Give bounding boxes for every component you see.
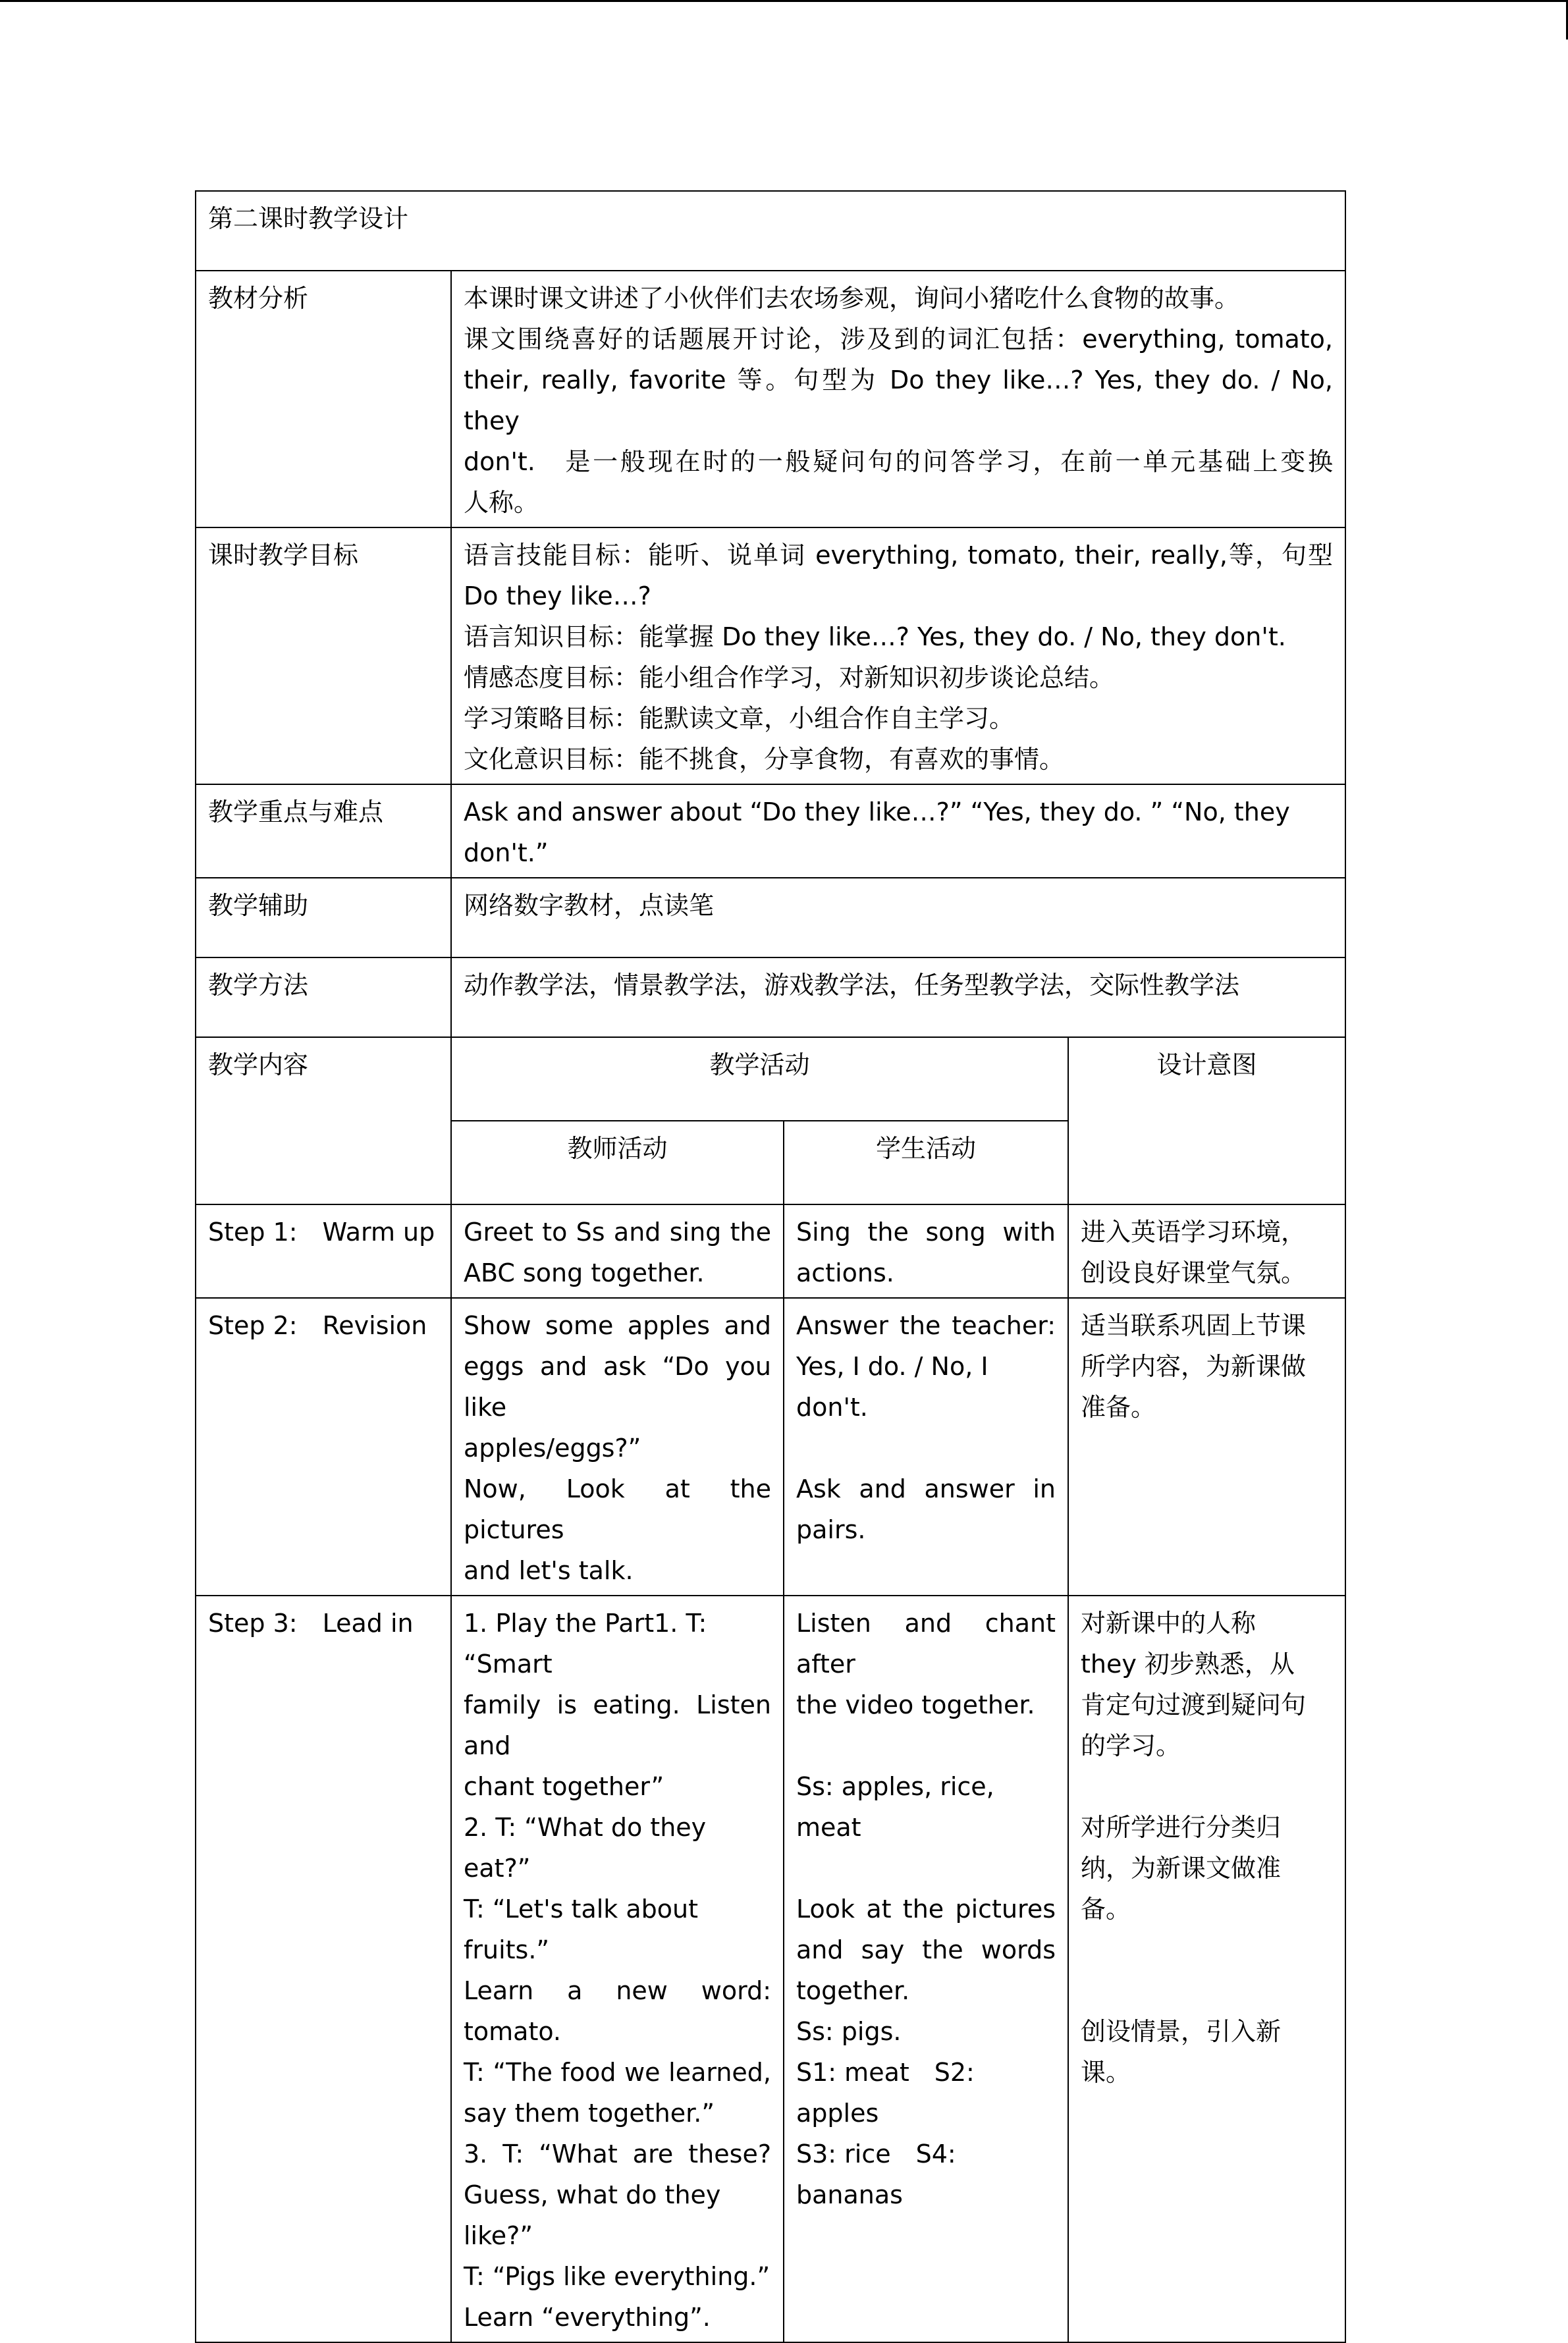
teacher-line: Now, Look at the pictures [464,1474,771,1544]
intent-line: 备。 [1081,1895,1131,1924]
student-line: S1: meat S2: apples [796,2058,975,2128]
teacher-line: Greet to Ss and sing the [464,1218,771,1247]
aids-label: 教学辅助 [196,878,451,957]
teacher-line: 3. T: “What are these? [464,2140,771,2168]
student-line: and say the words [796,1935,1056,1964]
teacher-line: T: “Let's talk about fruits.” [464,1895,699,1964]
teacher-line: family is eating. Listen and [464,1690,771,1760]
intent-line: 肯定句过渡到疑问句 [1081,1690,1307,1719]
student-line: pairs. [796,1515,866,1544]
teacher-line: Learn “everything”. [464,2303,711,2332]
teacher-activity-header: 教师活动 [451,1121,784,1204]
teacher-line: Guess, what do they like?” [464,2180,721,2250]
teacher-activity [451,1596,784,2342]
student-line: Ss: apples, rice, meat [796,1772,994,1842]
content-label: 教学内容 [196,1037,451,1204]
teacher-line: say them together.” [464,2099,715,2128]
objective-line: 语言技能目标：能听、说单词 everything, tomato, their, really,等，句型 [464,541,1334,570]
student-activity [784,1298,1068,1596]
teacher-line: Learn a new word: [464,1976,771,2005]
methods-label: 教学方法 [196,957,451,1037]
teacher-line: Show some apples and [464,1311,771,1340]
aids-content: 网络数字教材，点读笔 [451,878,1345,957]
step-row-revision [196,1298,1345,1596]
analysis-content [451,271,1345,527]
lesson-title: 第二课时教学设计 [196,191,1345,271]
student-line: Listen and chant after [796,1609,1056,1679]
teacher-line: ABC song together. [464,1258,705,1287]
student-activity [784,1204,1068,1298]
objective-line: 文化意识目标：能不挑食，分享食物，有喜欢的事情。 [464,745,1065,774]
analysis-line: 课文围绕喜好的话题展开讨论，涉及到的词汇包括：everything, tomato, [464,325,1334,354]
student-line: Ss: pigs. [796,2017,902,2046]
objectives-label: 课时教学目标 [196,527,451,784]
content-header-row [196,1037,1345,1121]
teacher-line: T: “The food we learned, [464,2058,771,2087]
teacher-line: tomato. [464,2017,562,2046]
teacher-line: and let's talk. [464,1556,634,1585]
key-points-row [196,784,1345,878]
intent-line: 课。 [1081,2058,1131,2087]
intent-line: 所学内容，为新课做 [1081,1352,1307,1381]
key-points-content: Ask and answer about “Do they like…?” “Yes, they do. ” “No, they don't.” [451,784,1345,878]
analysis-row [196,271,1345,527]
activities-header: 教学活动 [451,1037,1068,1121]
teacher-line: eggs and ask “Do you like [464,1352,771,1422]
intent-line: 的学习。 [1081,1731,1181,1760]
student-line: Answer the teacher: [796,1311,1056,1340]
step-label: Step 1: Warm up [196,1204,451,1298]
intent-line: they 初步熟悉，从 [1081,1650,1295,1679]
teacher-line: T: “Pigs like everything.” [464,2262,770,2291]
student-activity [784,1596,1068,2342]
intent-line: 纳，为新课文做准 [1081,1854,1282,1883]
intent-line: 适当联系巩固上节课 [1081,1311,1307,1340]
student-line: Look at the pictures [796,1895,1056,1924]
page-top-border [0,0,1568,2]
teacher-line: apples/eggs?” [464,1434,641,1463]
student-line: Ask and answer in [796,1474,1056,1503]
teacher-activity [451,1298,784,1596]
objective-line: 情感态度目标：能小组合作学习，对新知识初步谈论总结。 [464,663,1115,692]
student-activity-header: 学生活动 [784,1121,1068,1204]
student-line-blank [796,1428,1056,1468]
student-line: the video together. [796,1690,1035,1719]
design-intent [1068,1596,1345,2342]
intent-line: 对所学进行分类归 [1081,1813,1282,1842]
objective-line: 语言知识目标：能掌握 Do they like…? Yes, they do. / No, they don't. [464,622,1286,651]
analysis-line: 人称。 [464,488,539,517]
step-label: Step 3: Lead in [196,1596,451,2342]
objectives-content [451,527,1345,784]
objective-line: 学习策略目标：能默读文章，小组合作自主学习。 [464,704,1015,733]
student-line-blank [796,1725,1056,1766]
student-line: S3: rice S4: bananas [796,2140,956,2209]
teacher-line: 2. T: “What do they eat?” [464,1813,707,1883]
analysis-line: 本课时课文讲述了小伙伴们去农场参观，询问小猪吃什么食物的故事。 [464,284,1240,313]
teacher-activity [451,1204,784,1298]
intent-line: 创设良好课堂气氛。 [1081,1258,1307,1287]
intent-line: 对新课中的人称 [1081,1609,1257,1638]
intent-line: 进入英语学习环境， [1081,1218,1307,1247]
analysis-line: don't. 是一般现在时的一般疑问句的问答学习，在前一单元基础上变换 [464,447,1334,476]
methods-row [196,957,1345,1037]
intent-line-blank [1081,1970,1333,2011]
student-line: together. [796,1976,910,2005]
step-label: Step 2: Revision [196,1298,451,1596]
step-row-warm-up [196,1204,1345,1298]
intent-line-blank [1081,1766,1333,1807]
design-intent [1068,1298,1345,1596]
analysis-line: their, really, favorite 等。句型为 Do they like…? Yes, they do. / No, they [464,365,1334,435]
teacher-line: chant together” [464,1772,664,1801]
methods-content: 动作教学法，情景教学法，游戏教学法，任务型教学法，交际性教学法 [451,957,1345,1037]
intent-header: 设计意图 [1068,1037,1345,1204]
intent-line-blank [1081,1929,1333,1970]
key-points-label: 教学重点与难点 [196,784,451,878]
step-row-lead-in [196,1596,1345,2342]
teacher-line: 1. Play the Part1. T: “Smart [464,1609,707,1679]
aids-row [196,878,1345,957]
title-row [196,191,1345,271]
student-line-blank [796,1848,1056,1889]
objective-line: Do they like…? [464,581,651,610]
student-line: actions. [796,1258,894,1287]
student-line: Yes, I do. / No, I don't. [796,1352,988,1422]
intent-line: 准备。 [1081,1393,1156,1422]
student-line: Sing the song with [796,1218,1056,1247]
analysis-label: 教材分析 [196,271,451,527]
intent-line: 创设情景，引入新 [1081,2017,1282,2046]
lesson-plan-table [195,190,1346,2343]
design-intent [1068,1204,1345,1298]
objectives-row [196,527,1345,784]
